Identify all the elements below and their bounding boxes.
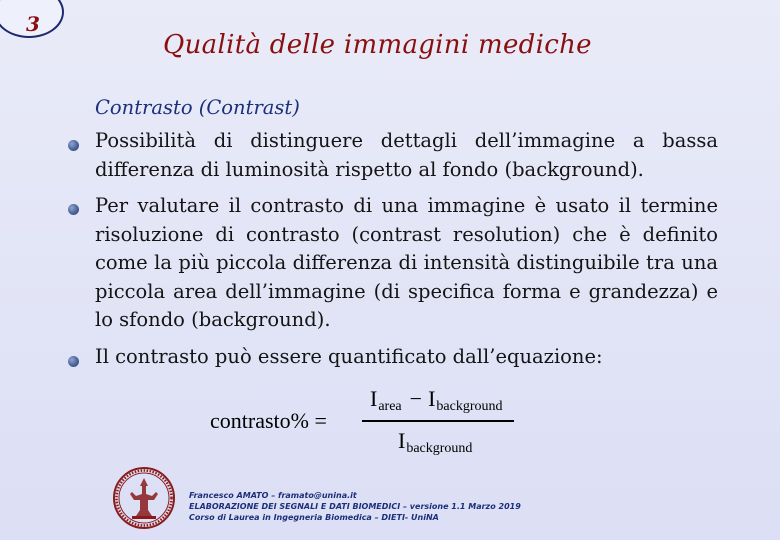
formula-numerator — [370, 386, 502, 412]
formula-denominator — [398, 428, 472, 454]
formula-subscript: background — [436, 399, 503, 414]
bullet-icon — [68, 204, 79, 215]
formula-var: I — [370, 386, 378, 411]
formula-operator: − — [409, 386, 423, 411]
slide-number: 3 — [26, 12, 40, 36]
footer-credits — [189, 490, 521, 523]
bullet-text-3: Il contrasto può essere quantificato dall’equazione: — [95, 345, 603, 368]
footer-author: Francesco AMATO – framato@unina.it — [189, 491, 357, 500]
bullet-text-1: Possibilità di distinguere dettagli dell’immagine a bassa differenza di luminosità rispetto al fondo (background). — [95, 129, 718, 181]
university-seal-logo — [112, 466, 176, 530]
formula-lhs: contrasto% = — [210, 408, 327, 433]
bullet-icon — [68, 140, 79, 151]
bullet-text-2: Per valutare il contrasto di una immagine è usato il termine risoluzione di contrasto (contrast resolution) che è definito come la più piccola differenza di intensità distinguibile tra una piccola area dell’immagine (di specifica forma e grandezza) e lo sfondo (background). — [95, 194, 718, 331]
bullet-icon — [68, 356, 79, 367]
footer-course: ELABORAZIONE DEI SEGNALI E DATI BIOMEDICI – versione 1.1 Marzo 2019 — [189, 502, 521, 511]
slide-number-badge — [0, 0, 64, 38]
formula-var: I — [428, 386, 436, 411]
formula-subscript: area — [378, 399, 402, 414]
slide-title: Qualità delle immagini mediche — [163, 30, 592, 60]
footer-degree: Corso di Laurea in Ingegneria Biomedica – DIETI- UniNA — [189, 513, 439, 522]
formula-var: I — [398, 428, 406, 453]
fraction-bar — [362, 420, 514, 422]
section-subheading: Contrasto (Contrast) — [95, 96, 300, 119]
formula-subscript: background — [406, 441, 473, 456]
contrast-formula — [210, 386, 530, 461]
